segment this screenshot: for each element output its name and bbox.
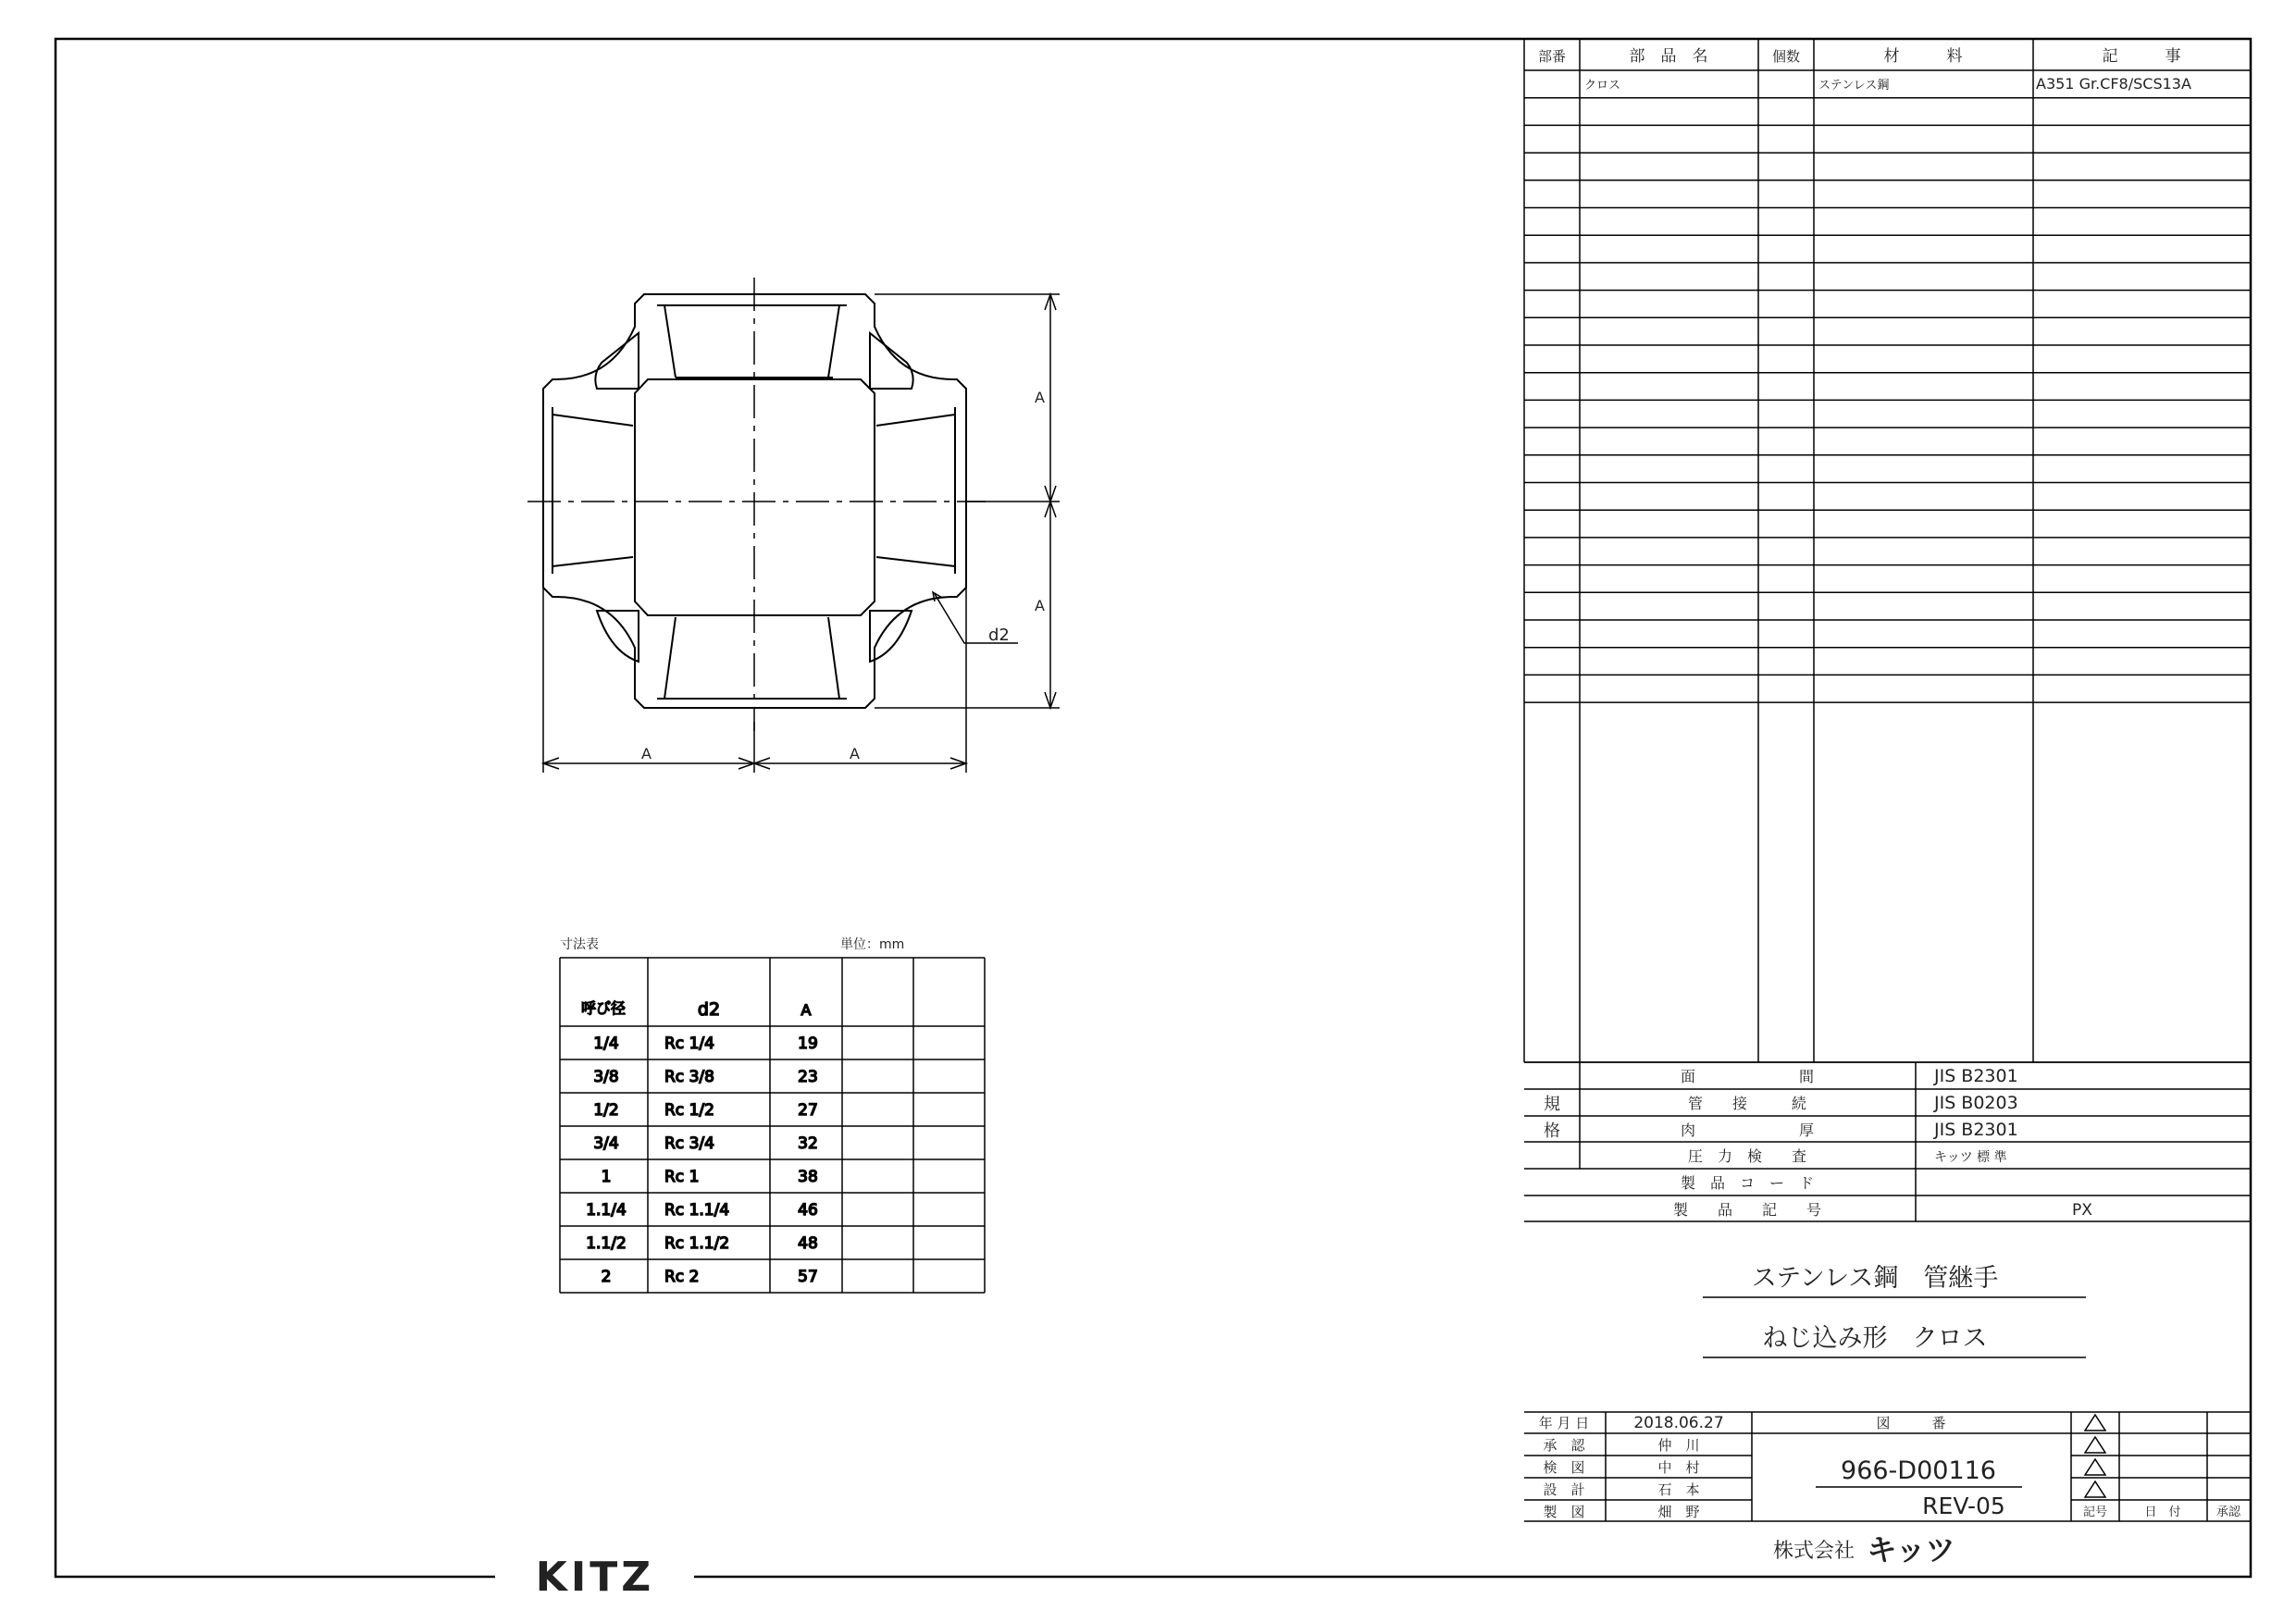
kitz-logo: KITZ	[535, 1554, 655, 1601]
table-cell-d2: Rc 3/4	[664, 1134, 714, 1153]
table-cell-nominal: 3/4	[593, 1134, 619, 1153]
dimension-table-unit: 単位：mm	[840, 937, 905, 952]
standard-value: JIS B2301	[1934, 1120, 2018, 1140]
parts-header-remarks: 記 事	[2102, 47, 2181, 66]
standard-value: JIS B0203	[1934, 1093, 2018, 1113]
standard-value: PX	[2072, 1201, 2092, 1220]
dimension-table-caption: 寸法表	[560, 937, 599, 952]
approval-date-label: 年 月 日	[1538, 1415, 1590, 1431]
table-cell-d2: Rc 1/2	[664, 1101, 714, 1120]
approval-role: 検 図	[1543, 1459, 1585, 1476]
table-cell-nominal: 3/8	[593, 1068, 619, 1086]
parts-list-table	[1524, 39, 2251, 1062]
part-material: ステンレス鋼	[1818, 79, 1890, 93]
table-cell-nominal: 1/2	[593, 1101, 619, 1120]
part-name: クロス	[1584, 79, 1621, 93]
dim-label-d2: d2	[988, 626, 1010, 645]
table-header-nominal: 呼び径	[580, 999, 627, 1017]
table-cell-nominal: 1	[601, 1168, 612, 1186]
drawing-number: 966-D00116	[1841, 1456, 1996, 1485]
approval-role: 承 認	[1543, 1437, 1585, 1454]
standard-label: 製 品 コ ー ド	[1680, 1174, 1815, 1192]
approval-role: 設 計	[1543, 1481, 1585, 1498]
standard-label: 管 接 続	[1687, 1095, 1807, 1112]
center-lines	[527, 278, 986, 731]
standards-table	[1524, 1062, 2251, 1221]
table-header-d2: d2	[697, 999, 721, 1020]
dim-label-a-lower: A	[1035, 597, 1045, 614]
title-line-2: ねじ込み形 クロス	[1762, 1324, 1988, 1353]
table-cell-d2: Rc 2	[664, 1268, 700, 1286]
table-cell-d2: Rc 1.1/4	[664, 1201, 730, 1220]
company-name: キッツ	[1867, 1532, 1955, 1567]
rev-header-date: 日 付	[2144, 1505, 2181, 1519]
table-cell-a: 27	[798, 1101, 818, 1120]
table-cell-a: 57	[798, 1268, 818, 1286]
standard-label: 面 間	[1680, 1068, 1815, 1085]
rev-header-mark: 記号	[2082, 1505, 2108, 1519]
table-cell-d2: Rc 1	[664, 1168, 700, 1186]
company-prefix: 株式会社	[1772, 1540, 1855, 1563]
approval-role: 製 図	[1543, 1504, 1585, 1520]
rev-header-approve: 承認	[2215, 1505, 2241, 1519]
table-cell-a: 32	[798, 1134, 818, 1153]
table-cell-a: 23	[798, 1068, 818, 1086]
table-cell-nominal: 2	[601, 1268, 612, 1286]
approval-rows	[1543, 1437, 1699, 1520]
approval-name: 仲 川	[1657, 1437, 1700, 1454]
table-cell-d2: Rc 1/4	[664, 1035, 714, 1053]
title-block	[1703, 1264, 2086, 1357]
parts-header-no: 部番	[1537, 48, 1567, 65]
table-cell-a: 38	[798, 1168, 818, 1186]
approval-name: 畑 野	[1657, 1504, 1700, 1520]
table-header-a: A	[800, 1001, 812, 1019]
table-cell-a: 48	[798, 1234, 818, 1253]
table-cell-d2: Rc 1.1/2	[664, 1234, 730, 1253]
dim-label-a-upper: A	[1035, 389, 1045, 406]
standard-value: JIS B2301	[1934, 1066, 2018, 1086]
table-cell-d2: Rc 3/8	[664, 1068, 714, 1086]
standard-label: 肉 厚	[1680, 1121, 1815, 1139]
parts-header-material: 材 料	[1883, 47, 1963, 66]
dim-label-a-right: A	[850, 745, 860, 762]
dim-label-a-left: A	[641, 745, 652, 762]
standard-value: キッツ 標 準	[1934, 1150, 2007, 1165]
approval-name: 石 本	[1657, 1481, 1700, 1498]
approval-name: 中 村	[1657, 1459, 1700, 1476]
table-cell-a: 46	[798, 1201, 818, 1220]
table-cell-nominal: 1.1/4	[586, 1201, 627, 1220]
drawing-number-label: 図 番	[1876, 1415, 1946, 1431]
revision-number: REV-05	[1922, 1493, 2005, 1519]
title-line-1: ステンレス鋼 管継手	[1751, 1264, 1999, 1293]
parts-header-name: 部 品 名	[1629, 47, 1708, 66]
table-cell-nominal: 1.1/2	[586, 1234, 627, 1253]
standards-group-label: 格	[1544, 1121, 1560, 1141]
standards-group-label: 規	[1544, 1095, 1560, 1114]
standard-label: 圧 力 検 査	[1687, 1147, 1807, 1165]
parts-header-qty: 個数	[1771, 48, 1801, 65]
approval-date: 2018.06.27	[1633, 1414, 1724, 1432]
part-remarks: A351 Gr.CF8/SCS13A	[2036, 75, 2191, 93]
table-cell-a: 19	[798, 1035, 818, 1053]
table-cell-nominal: 1/4	[593, 1035, 619, 1053]
dimension-lines	[543, 294, 1060, 773]
standard-label: 製 品 記 号	[1672, 1201, 1822, 1219]
dimension-table	[560, 958, 985, 1293]
